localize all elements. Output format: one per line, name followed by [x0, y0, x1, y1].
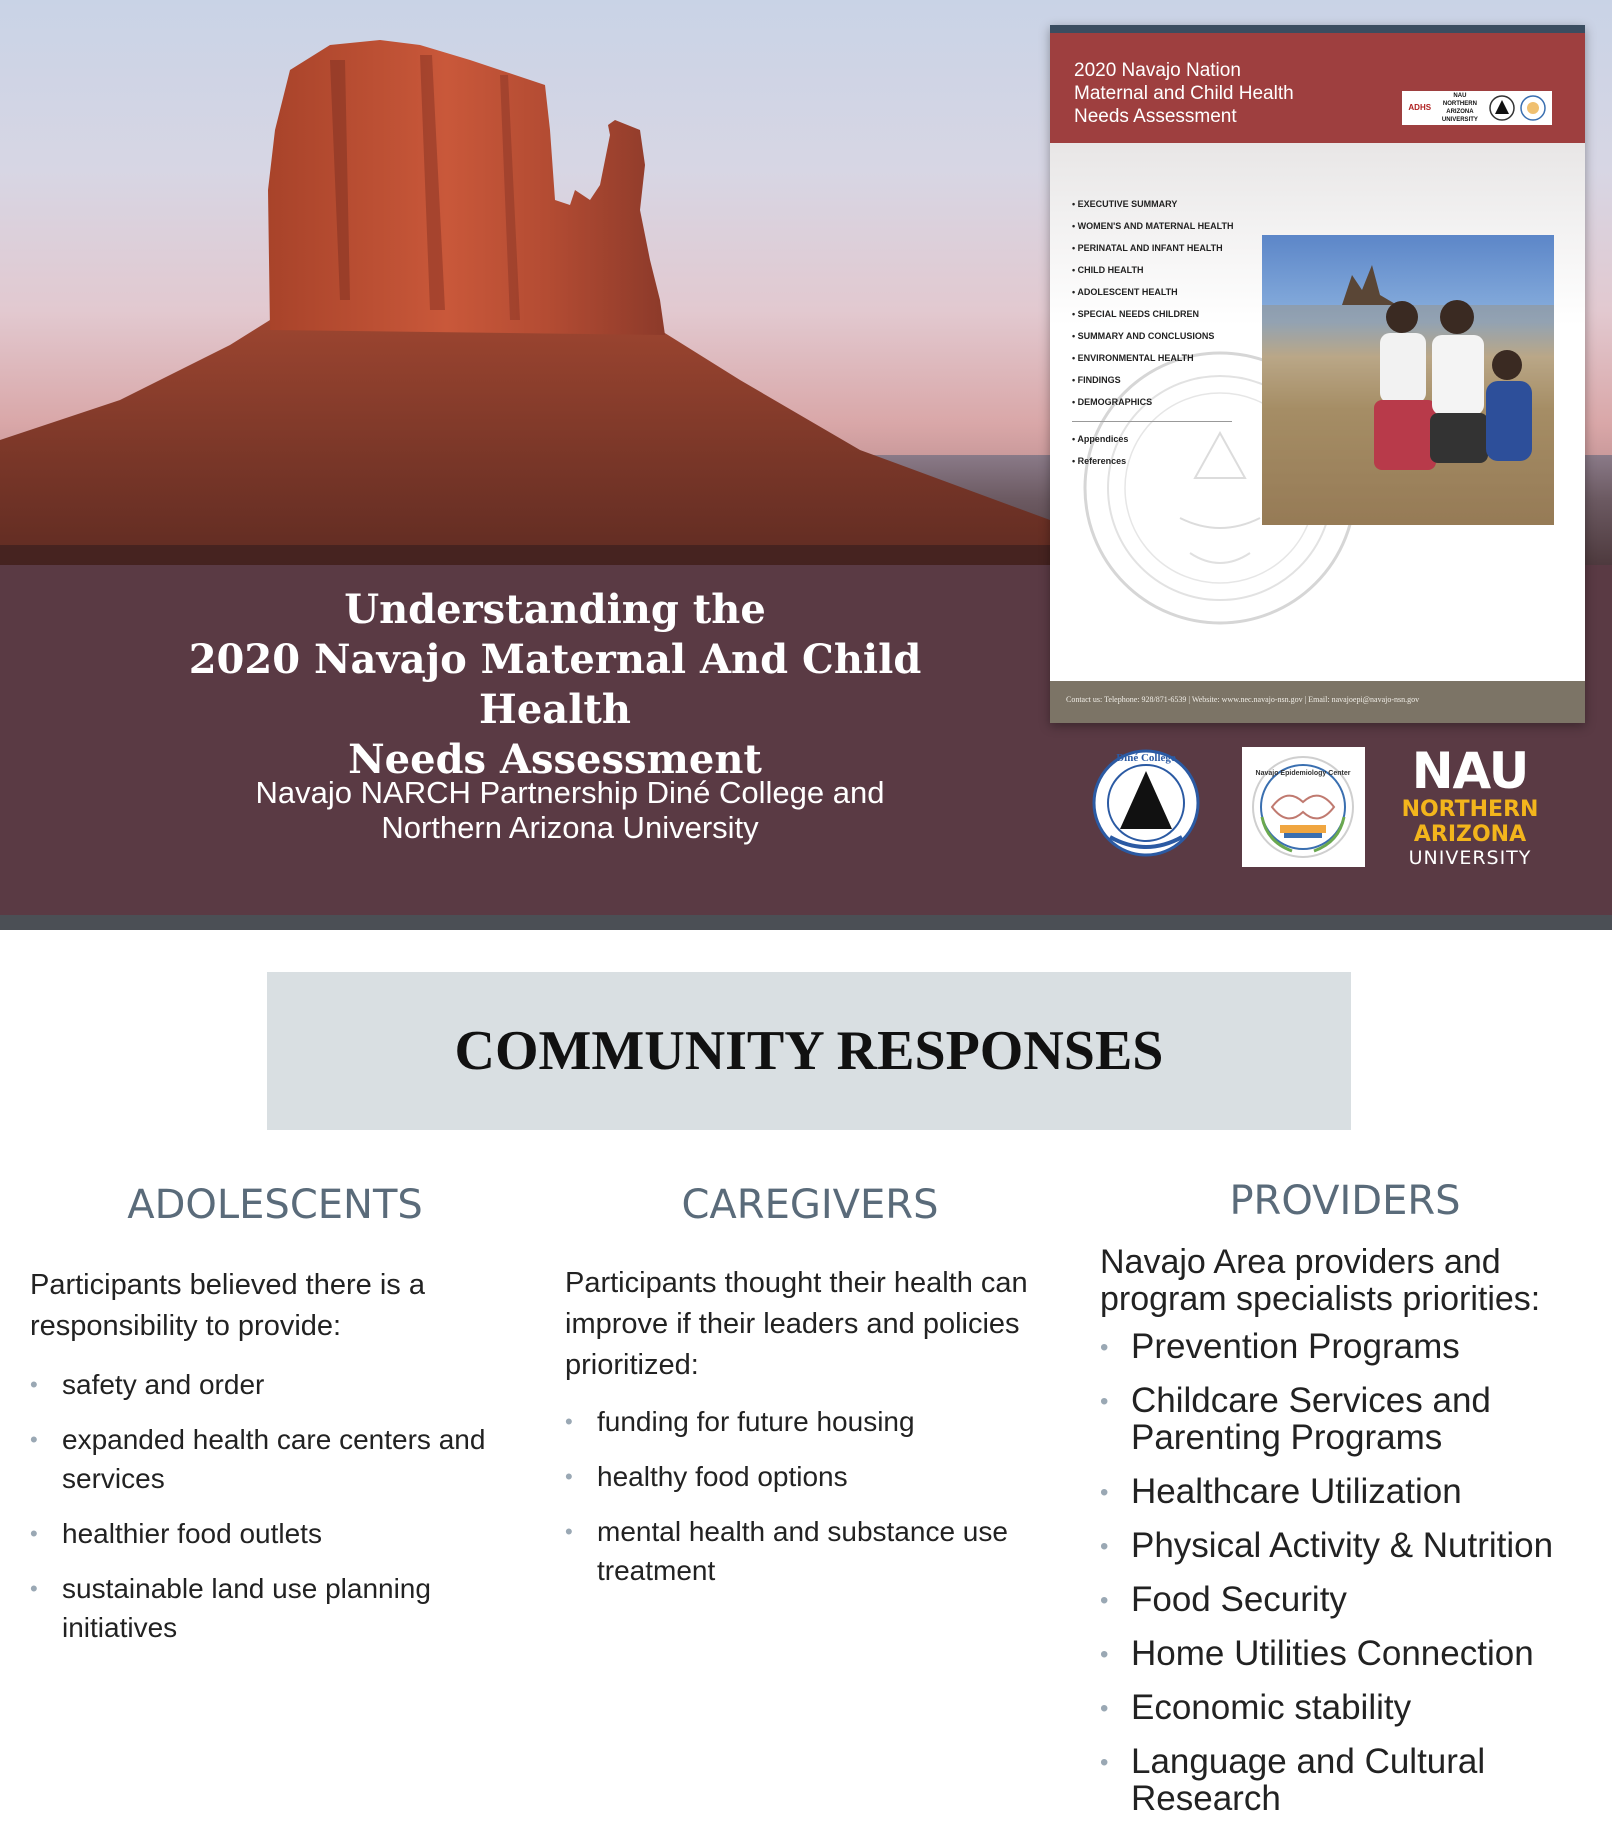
list-item: • sustainable land use planning initiatives: [30, 1569, 550, 1647]
report-cover-image: [1050, 25, 1585, 723]
column-title: ADOLESCENTS: [127, 1182, 423, 1228]
nau-northern: NORTHERN: [1401, 797, 1539, 822]
cover-title-line-3: Needs Assessment: [1074, 106, 1237, 127]
monument-valley-butte-image: [0, 0, 1050, 570]
response-list: [1100, 1328, 1600, 1817]
toc-item: • EXECUTIVE SUMMARY: [1072, 199, 1178, 209]
navajo-epidemiology-center-logo: [1242, 747, 1365, 867]
epi-center-label: Navajo Epidemiology Center: [1255, 770, 1351, 777]
section-heading-box: [267, 972, 1351, 1130]
column-intro: Participants thought their health can improve if their leaders and policies prioritized:: [565, 1267, 1028, 1381]
list-item: • funding for future housing: [565, 1402, 1065, 1441]
column-title: CAREGIVERS: [681, 1182, 939, 1228]
list-item: • expanded health care centers and services: [30, 1420, 550, 1498]
dine-mini-logo-icon: [1489, 95, 1515, 121]
nau-wordmark: NAU: [1411, 742, 1529, 800]
list-item: • healthier food outlets: [30, 1514, 550, 1553]
epi-mini-logo-icon: [1520, 95, 1546, 121]
nau-arizona: ARIZONA: [1413, 822, 1527, 847]
list-item: • mental health and substance use treatment: [565, 1512, 1065, 1590]
caregivers-column: [565, 1170, 1065, 1606]
report-cover-body: [1050, 143, 1585, 663]
section-heading: COMMUNITY RESPONSES: [454, 1020, 1164, 1082]
toc-item: • SUMMARY AND CONCLUSIONS: [1072, 331, 1215, 341]
toc-divider: [1072, 421, 1232, 422]
family-photo: [1262, 235, 1554, 525]
list-item: • Home Utilities Connection: [1100, 1635, 1600, 1672]
list-item: • Food Security: [1100, 1581, 1600, 1618]
list-item: • Language and Cultural Research: [1100, 1743, 1600, 1817]
toc-item: • ADOLESCENT HEALTH: [1072, 287, 1178, 297]
toc-item: • ENVIRONMENTAL HEALTH: [1072, 353, 1194, 363]
toc-item: • References: [1072, 456, 1127, 466]
column-intro: Navajo Area providers and program specialists priorities:: [1100, 1243, 1541, 1318]
adolescents-column: [30, 1170, 550, 1663]
report-cover-header: [1050, 33, 1585, 143]
nau-university: UNIVERSITY: [1408, 847, 1532, 869]
report-contact-bar: Contact us: Telephone: 928/871-6539 | Website: www.nec.navajo-nsn.gov | Email: navajoepi@navajo-nsn.gov: [1050, 681, 1585, 723]
toc-item: • SPECIAL NEEDS CHILDREN: [1072, 309, 1200, 319]
cover-title-line-1: 2020 Navajo Nation: [1074, 60, 1241, 81]
toc-item: • Appendices: [1072, 434, 1129, 444]
cover-title-line-2: Maternal and Child Health: [1074, 83, 1294, 104]
adhs-logo: ADHS: [1408, 103, 1432, 112]
title-line-2: 2020 Navajo Maternal And Child Health: [188, 636, 922, 733]
dine-college-logo: [1090, 745, 1202, 865]
dine-college-label: Diné College: [1116, 752, 1176, 764]
toc-item: • PERINATAL AND INFANT HEALTH: [1072, 243, 1223, 253]
list-item: • Economic stability: [1100, 1689, 1600, 1726]
presentation-title: [110, 585, 1000, 785]
cover-partner-logos: [1402, 91, 1552, 125]
providers-column: [1100, 1170, 1600, 1834]
list-item: • Physical Activity & Nutrition: [1100, 1527, 1600, 1564]
nau-logo: [1395, 742, 1545, 870]
epidemiology-center-seal-icon: [1242, 747, 1365, 867]
column-intro: Participants believed there is a responsibility to provide:: [30, 1269, 425, 1342]
column-title: PROVIDERS: [1229, 1178, 1461, 1224]
list-item: • safety and order: [30, 1365, 550, 1404]
list-item: • Prevention Programs: [1100, 1328, 1600, 1365]
response-list: [565, 1402, 1065, 1590]
nau-mini-logo: NAU NORTHERN ARIZONA UNIVERSITY: [1441, 93, 1478, 123]
banner-divider: [0, 915, 1612, 930]
report-table-of-contents: [1072, 193, 1272, 472]
dine-college-seal-icon: [1090, 745, 1202, 865]
list-item: • healthy food options: [565, 1457, 1065, 1496]
toc-item: • DEMOGRAPHICS: [1072, 397, 1153, 407]
report-cover-title: [1074, 59, 1374, 128]
list-item: • Childcare Services and Parenting Programs: [1100, 1382, 1600, 1456]
toc-item: • WOMEN'S AND MATERNAL HEALTH: [1072, 221, 1234, 231]
toc-item: • FINDINGS: [1072, 375, 1121, 385]
subtitle-line-2: Northern Arizona University: [381, 810, 759, 845]
toc-item: • CHILD HEALTH: [1072, 265, 1144, 275]
list-item: • Healthcare Utilization: [1100, 1473, 1600, 1510]
title-line-1: Understanding the: [344, 586, 766, 633]
subtitle-line-1: Navajo NARCH Partnership Diné College and: [255, 775, 885, 810]
family-photo-illustration-icon: [1262, 235, 1554, 525]
title-line-3: Needs Assessment: [348, 736, 762, 783]
presentation-subtitle: [180, 775, 960, 845]
response-list: [30, 1365, 550, 1647]
